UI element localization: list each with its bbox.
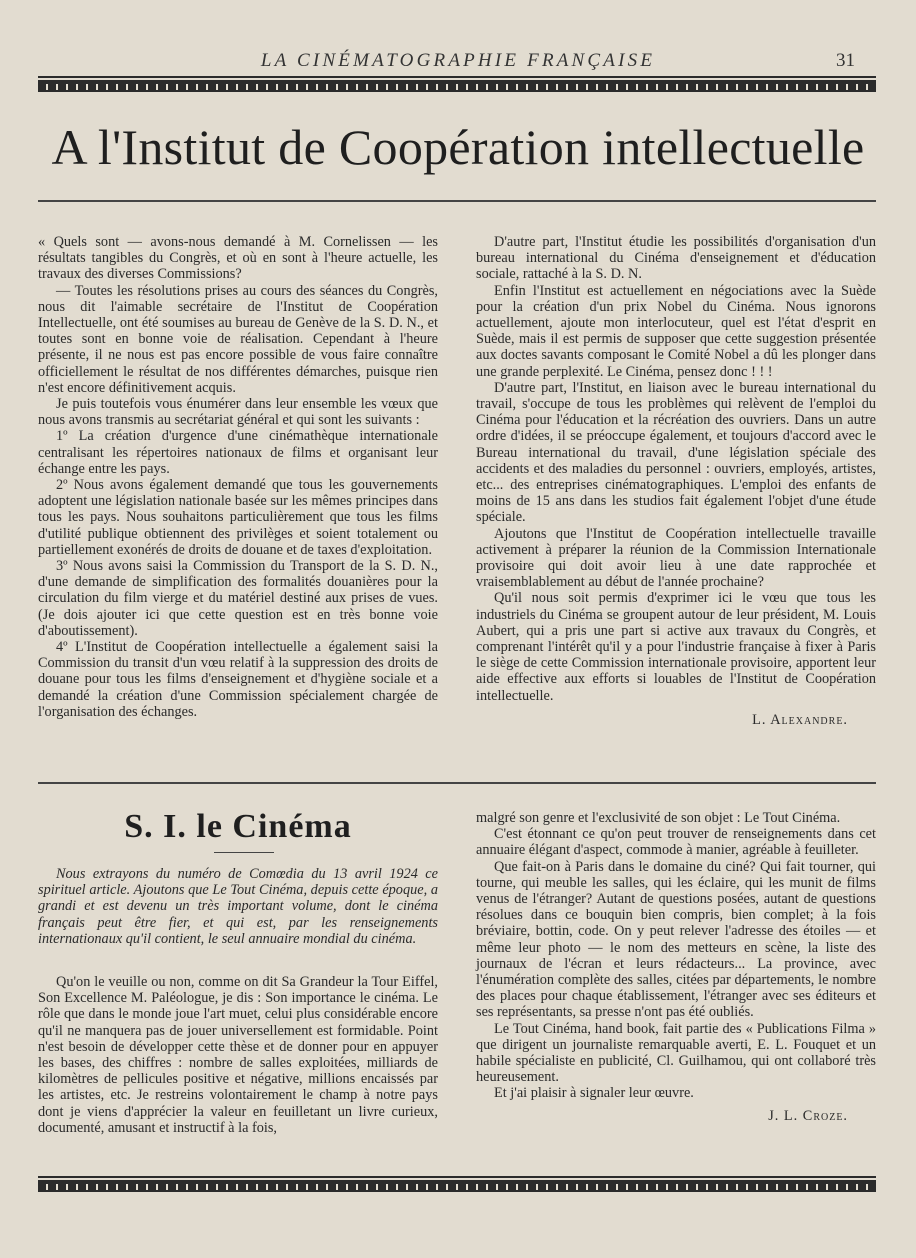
paragraph: — Toutes les résolutions prises au cours des séances du Congrès, nous dit l'aimable secrétaire de l'Institut de Coopération Intellectuelle, ont été soumises au bureau de Genève de la S. D. N., et toutes sont en bonne voie de réalisation. Cependant à l'heure présente, il ne nous est pas encore possible de vous faire connaître officiellement le résultat de nos différentes démarches, puisque rien n'est encore définitivement acquis. xyxy=(38,282,438,396)
section-divider xyxy=(38,782,876,784)
article2-headline: S. I. le Cinéma xyxy=(124,808,352,845)
bottom-ornamental-bar xyxy=(38,1180,876,1192)
article1-left-column xyxy=(38,234,438,720)
paragraph: 4º L'Institut de Coopération intellectuelle a également saisi la Commission du transit d'un vœu relatif à la suppression des droits de douane pour tous les films d'enseignement et d'hygiène sociale et a demandé la création d'une Commission spécialement chargée de l'organisation des échanges. xyxy=(38,639,438,720)
subheadline-rule xyxy=(214,852,274,853)
article2-left-column xyxy=(38,974,438,1136)
article2-signature: J. L. Croze. xyxy=(768,1107,848,1124)
paragraph: Enfin l'Institut est actuellement en négociations avec la Suède pour la création d'un prix Nobel du Cinéma. Nous ignorons actuellement, ajoute mon interlocuteur, quel est l'état d'esprit en Suède, mais il est permis de supposer que cette suggestion présentée aux doctes savants composant le Comité Nobel a dû les plonger dans une grande perplexité. Le Cinéma, pensez donc ! ! ! xyxy=(476,282,876,380)
intro-paragraph: Nous extrayons du numéro de Comœdia du 13 avril 1924 ce spirituel article. Ajoutons que Le Tout Cinéma, depuis cette époque, a grandi et est devenu un très important volume, dont le cinéma français peut être fier, et qui est, par les renseignements internationaux qu'il contient, le seul annuaire mondial du cinéma. xyxy=(38,866,438,947)
page-number: 31 xyxy=(836,50,855,71)
paragraph: Je puis toutefois vous énumérer dans leur ensemble les vœux que nous avons transmis au secrétariat général et qui sont les suivants : xyxy=(38,396,438,429)
article2-right-column xyxy=(476,810,876,1124)
paragraph: D'autre part, l'Institut étudie les possibilités d'organisation d'un bureau international du Cinéma d'enseignement et d'éducation sociale, rattaché à la S. D. N. xyxy=(476,234,876,283)
top-ornamental-bar xyxy=(38,80,876,92)
running-title: LA CINÉMATOGRAPHIE FRANÇAISE xyxy=(260,50,656,71)
article1-right-column xyxy=(476,234,876,728)
paragraph: Qu'il nous soit permis d'exprimer ici le vœu que tous les industriels du Cinéma se groupent autour de leur président, M. Louis Aubert, qui a pris une part si active aux travaux du Congrès, et comprenant l'intérêt qu'il y a pour l'industrie française à fixer à Paris le siège de cette Commission internationale provisoire, apportent leur aide effective aux efforts si louables de l'Institut de Coopération intellectuelle. xyxy=(476,590,876,704)
paragraph: Le Tout Cinéma, hand book, fait partie des « Publications Filma » que dirigent un journaliste remarquable averti, E. L. Fouquet et un habile spécialiste en publicité, Cl. Guilhamou, qui ont collaboré très heureusement. xyxy=(476,1020,876,1086)
paragraph: D'autre part, l'Institut, en liaison avec le bureau international du travail, s'occupe de tous les problèmes qui relèvent de l'emploi du Cinéma pour l'éducation et la récréation des ouvriers. Dans un autre ordre d'idées, il se préoccupe également, et toujours d'accord avec le Bureau international du travail, d'une législation spéciale des accidents et des maladies du personnel : ouvriers, employés, artistes, etc... des entreprises cinématographiques. L'emploi des enfants de moins de 15 ans dans les studios fait également l'objet d'une étude spéciale. xyxy=(476,379,876,526)
paragraph: Et j'ai plaisir à signaler leur œuvre. xyxy=(494,1085,694,1102)
paragraph: Que fait-on à Paris dans le domaine du ciné? Qui fait tourner, qui tourne, qui meuble les salles, qui les éclaire, qui les munit de films venus de l'étranger? Autant de questions posées, autant de questions résolues dans ce bouquin bien compris, bien complet; à la fois bréviaire, bottin, code. On y peut relever l'adresse des étoiles — et même leur photo — le nom des metteurs en scène, la liste des journaux de l'écran et leurs rédacteurs... La province, avec l'énumération complète des salles, citées par départements, le nombre des places pour chaque établissement, l'étranger avec ses éditeurs et ses représentants, sa presse n'ont pas été oubliés. xyxy=(476,858,876,1021)
paragraph: Qu'on le veuille ou non, comme on dit Sa Grandeur la Tour Eiffel, Son Excellence M. Paléologue, je dis : Son importance le cinéma. Le rôle que dans le monde joue l'art muet, celui plus considérable encore qu'il ne manquera pas de jouer universellement est formidable. Point n'est besoin de développer cette thèse et de donner pour en appuyer les bases, des chiffres : nombre de salles exploitées, milliards de kilomètres de pellicules positive et négative, millions encaissés par les artistes, etc. Je restreins volontairement le champ à notre pays dont je viens d'apprécier la valeur en feuilletant un livre curieux, documenté, amusant et instructif à la fois, xyxy=(38,974,438,1136)
paragraph: « Quels sont — avons-nous demandé à M. Cornelissen — les résultats tangibles du Congrès, et où en sont à l'heure actuelle, les travaux des diverses Commissions? xyxy=(38,234,438,283)
paragraph: 1º La création d'urgence d'une cinémathèque internationale centralisant les répertoires nationaux de films et organisant leur échange entre les pays. xyxy=(38,428,438,477)
headline-rule xyxy=(38,200,876,202)
article2-intro xyxy=(38,866,438,947)
article1-signature: L. Alexandre. xyxy=(752,711,848,728)
paragraph: C'est étonnant ce qu'on peut trouver de renseignements dans cet annuaire élégant d'aspect, commode à manier, agréable à feuilleter. xyxy=(476,826,876,859)
paragraph: malgré son genre et l'exclusivité de son objet : Le Tout Cinéma. xyxy=(476,810,841,826)
paragraph: 2º Nous avons également demandé que tous les gouvernements adoptent une législation nationale basée sur les mêmes principes dans tous les pays. Nous souhaitons particulièrement que tous les films d'utilité publique obtiennent des privilèges et soient totalement ou partiellement exonérés de droits de douane et de taxes d'exploitation. xyxy=(38,477,438,558)
article-headline: A l'Institut de Coopération intellectuelle xyxy=(51,119,865,175)
paragraph: Ajoutons que l'Institut de Coopération intellectuelle travaille activement à préparer la réunion de la Commission Internationale provisoire qui doit avoir lieu à une date rapprochée et vraisemblablement au début de l'année prochaine? xyxy=(476,525,876,591)
paragraph: 3º Nous avons saisi la Commission du Transport de la S. D. N., d'une demande de simplification des formalités douanières pour la circulation du film vierge et du matériel destiné aux prises de vues. (Je dois ajouter ici que cette question est en très bonne voie d'aboutissement). xyxy=(38,558,438,639)
